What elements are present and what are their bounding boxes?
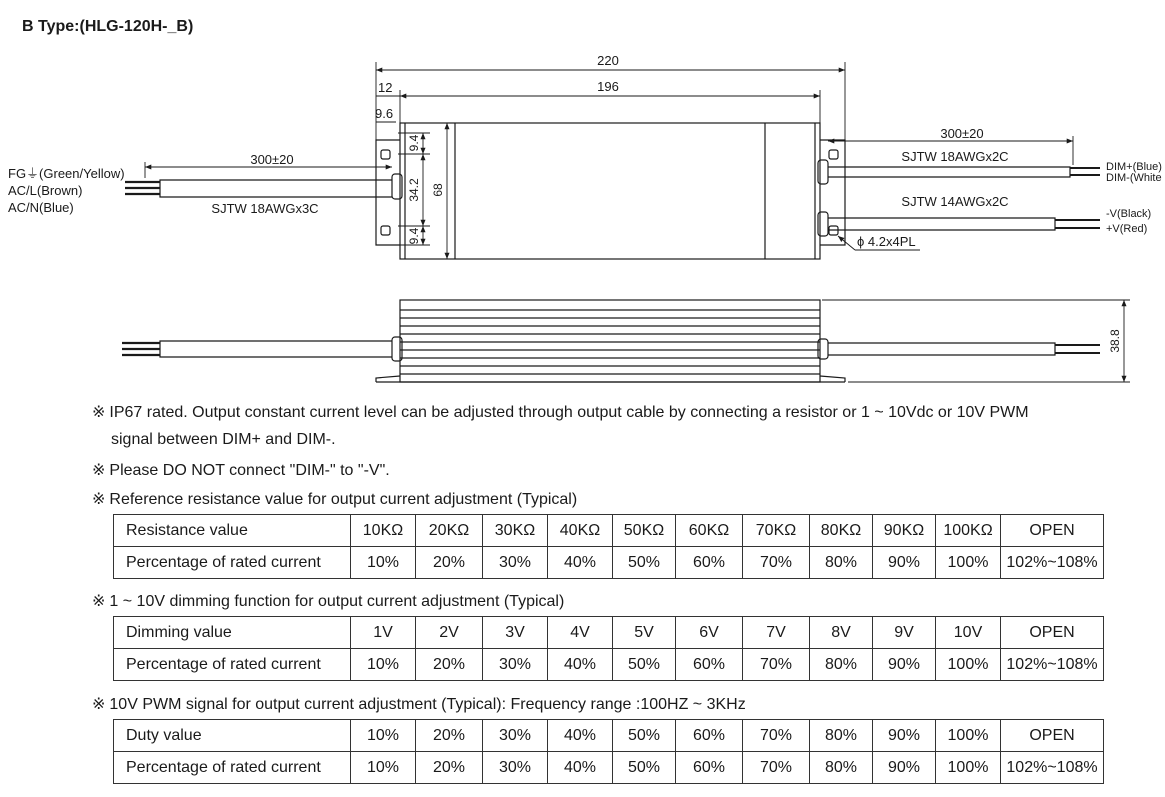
table-cell: 90% — [873, 649, 936, 681]
table-cell: 1V — [351, 617, 416, 649]
dim-9-6: 9.6 — [375, 106, 394, 121]
table-row — [114, 752, 1104, 784]
table-cell: 30KΩ — [483, 515, 548, 547]
table-cell: 70% — [743, 720, 810, 752]
table-cell: 60% — [676, 752, 743, 784]
note-text: Reference resistance value for output current adjustment (Typical) — [109, 491, 578, 508]
table-cell: 40KΩ — [548, 515, 613, 547]
table-cell: 60% — [676, 547, 743, 579]
dim-220: 220 — [597, 53, 619, 68]
table-cell: 90KΩ — [873, 515, 936, 547]
table-row — [114, 547, 1104, 579]
table-cell: 100% — [936, 720, 1001, 752]
wire-acl-label: AC/L(Brown) — [8, 183, 83, 198]
table-cell: 80% — [810, 720, 873, 752]
resistance-heading — [92, 489, 577, 509]
psu-body — [400, 123, 820, 259]
table-cell: 80% — [810, 649, 873, 681]
dim-196: 196 — [597, 79, 619, 94]
table-cell: 80KΩ — [810, 515, 873, 547]
table-cell: 20% — [416, 752, 483, 784]
note-do-not-connect — [92, 460, 390, 480]
table-cell: 40% — [548, 547, 613, 579]
side-output-cable — [828, 343, 1055, 355]
output-cable-spec: SJTW 14AWGx2C — [901, 194, 1009, 209]
note-text: Please DO NOT connect "DIM-" to "-V". — [109, 462, 390, 479]
row-label: Resistance value — [114, 515, 351, 547]
dim-9-4-top: 9.4 — [407, 134, 421, 152]
input-cable-spec: SJTW 18AWGx3C — [211, 201, 319, 216]
table-cell: 70% — [743, 649, 810, 681]
table-cell: 100KΩ — [936, 515, 1001, 547]
table-cell: 100% — [936, 649, 1001, 681]
note-mark: ※ — [92, 696, 106, 713]
table-cell: 20KΩ — [416, 515, 483, 547]
table-row — [114, 649, 1104, 681]
table-cell: 10% — [351, 752, 416, 784]
dim-9-4-bottom: 9.4 — [407, 227, 421, 245]
table-cell: 6V — [676, 617, 743, 649]
table-cell: 20% — [416, 720, 483, 752]
dim-cable-spec: SJTW 18AWGx2C — [901, 149, 1009, 164]
wire-dim-minus-label: DIM-(White — [1106, 172, 1162, 184]
table-cell: 2V — [416, 617, 483, 649]
table-row — [114, 515, 1104, 547]
input-cable — [160, 180, 392, 197]
table-cell: 40% — [548, 752, 613, 784]
wire-acn-label: AC/N(Blue) — [8, 200, 74, 215]
side-foot — [376, 376, 400, 382]
note-mark: ※ — [92, 404, 106, 421]
note-mark: ※ — [92, 491, 106, 508]
table-cell: 50KΩ — [613, 515, 676, 547]
output-cable-length: 300±20 — [940, 126, 984, 141]
table-cell: 7V — [743, 617, 810, 649]
top-view — [125, 123, 1100, 259]
table-cell: 102%~108% — [1001, 649, 1104, 681]
table-cell: OPEN — [1001, 515, 1104, 547]
dim-12: 12 — [378, 80, 393, 95]
side-input-cable — [160, 341, 392, 357]
table-cell: 80% — [810, 752, 873, 784]
table-cell: 60% — [676, 649, 743, 681]
table-cell: OPEN — [1001, 617, 1104, 649]
row-label: Percentage of rated current — [114, 649, 351, 681]
mount-hole — [381, 226, 390, 235]
hole-spec: ϕ 4.2x4PL — [857, 234, 916, 249]
table-cell: OPEN — [1001, 720, 1104, 752]
table-cell: 40% — [548, 720, 613, 752]
table-cell: 70% — [743, 752, 810, 784]
table-cell: 40% — [548, 649, 613, 681]
table-cell: 100% — [936, 752, 1001, 784]
input-cable-length: 300±20 — [250, 152, 294, 167]
resistance-table — [113, 514, 1104, 579]
side-foot — [820, 376, 845, 382]
row-label: Duty value — [114, 720, 351, 752]
table-cell: 3V — [483, 617, 548, 649]
table-cell: 60% — [676, 720, 743, 752]
table-cell: 50% — [613, 649, 676, 681]
row-label: Percentage of rated current — [114, 547, 351, 579]
note-mark: ※ — [92, 462, 106, 479]
table-cell: 30% — [483, 720, 548, 752]
dim-34-2: 34.2 — [407, 178, 421, 202]
output-cable — [828, 218, 1055, 230]
table-cell: 9V — [873, 617, 936, 649]
left-flange — [376, 140, 400, 245]
dim-cable — [828, 167, 1070, 177]
dimming-heading — [92, 591, 564, 611]
table-cell: 70% — [743, 547, 810, 579]
row-label: Percentage of rated current — [114, 752, 351, 784]
table-cell: 70KΩ — [743, 515, 810, 547]
table-cell: 100% — [936, 547, 1001, 579]
wire-v-plus-label: +V(Red) — [1106, 223, 1148, 235]
table-cell: 50% — [613, 752, 676, 784]
table-cell: 102%~108% — [1001, 752, 1104, 784]
row-label: Dimming value — [114, 617, 351, 649]
table-cell: 30% — [483, 649, 548, 681]
note-ip67 — [92, 402, 1029, 422]
note-ip67-continued — [111, 431, 336, 449]
wire-dim-plus-label: DIM+(Blue) — [1106, 161, 1162, 173]
table-cell: 50% — [613, 720, 676, 752]
table-cell: 20% — [416, 649, 483, 681]
table-cell: 10V — [936, 617, 1001, 649]
page-title: B Type:(HLG-120H-_B) — [22, 18, 194, 35]
table-cell: 60KΩ — [676, 515, 743, 547]
dim-38-8: 38.8 — [1108, 329, 1122, 353]
table-cell: 90% — [873, 720, 936, 752]
table-cell: 90% — [873, 547, 936, 579]
table-cell: 4V — [548, 617, 613, 649]
table-row — [114, 720, 1104, 752]
table-cell: 10% — [351, 720, 416, 752]
mount-hole — [829, 150, 838, 159]
table-cell: 50% — [613, 547, 676, 579]
table-cell: 30% — [483, 752, 548, 784]
wire-v-minus-label: -V(Black) — [1106, 208, 1152, 220]
table-cell: 8V — [810, 617, 873, 649]
dim-68: 68 — [431, 183, 445, 197]
side-body — [400, 300, 820, 382]
note-text: IP67 rated. Output constant current level can be adjusted through output cable by connecting a resistor or 1 ~ 10Vdc or 10V PWM — [109, 404, 1029, 421]
note-mark: ※ — [92, 593, 106, 610]
wire-fg-label: FG⏚(Green/Yellow) — [8, 166, 125, 181]
table-cell: 102%~108% — [1001, 547, 1104, 579]
pwm-heading — [92, 694, 746, 714]
dimming-table — [113, 616, 1104, 681]
table-cell: 10% — [351, 649, 416, 681]
side-view — [122, 300, 1100, 382]
pwm-table — [113, 719, 1104, 784]
note-text: 10V PWM signal for output current adjustment (Typical): Frequency range :100HZ ~ 3KHz — [109, 696, 746, 713]
table-cell: 90% — [873, 752, 936, 784]
table-cell: 20% — [416, 547, 483, 579]
table-cell: 10KΩ — [351, 515, 416, 547]
note-text: signal between DIM+ and DIM-. — [111, 431, 336, 448]
table-cell: 80% — [810, 547, 873, 579]
right-flange — [820, 140, 845, 245]
mount-hole — [381, 150, 390, 159]
table-cell: 30% — [483, 547, 548, 579]
table-cell: 10% — [351, 547, 416, 579]
table-row — [114, 617, 1104, 649]
table-cell: 5V — [613, 617, 676, 649]
note-text: 1 ~ 10V dimming function for output current adjustment (Typical) — [109, 593, 565, 610]
